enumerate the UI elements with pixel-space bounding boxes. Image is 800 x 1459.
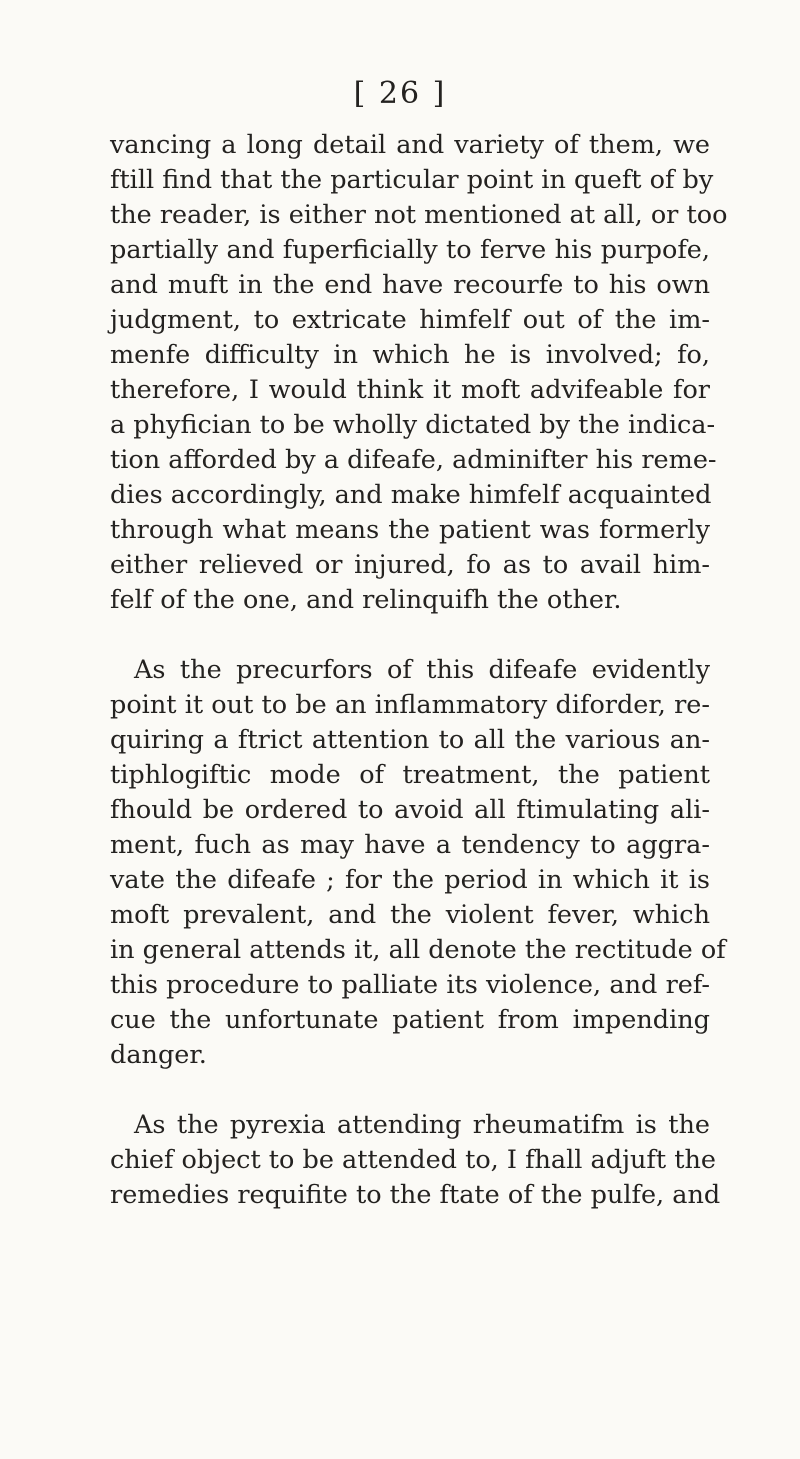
text-line: menfe difficulty in which he is involved; fo, — [110, 340, 710, 370]
text-line: quiring a ftrict attention to all the various an- — [110, 725, 710, 755]
text-line: As the precurfors of this difeafe evidently — [134, 655, 710, 685]
text-line: partially and fuperficially to ferve his purpofe, — [110, 235, 710, 265]
text-line: ftill find that the particular point in queft of by — [110, 165, 714, 195]
text-line: chief object to be attended to, I fhall adjuft the — [110, 1145, 716, 1175]
paragraph-spacer — [110, 618, 710, 653]
text-line: dies accordingly, and make himfelf acquainted — [110, 480, 712, 510]
text-line: either relieved or injured, fo as to avail him- — [110, 550, 710, 580]
text-line: this procedure to palliate its violence, and ref- — [110, 970, 710, 1000]
paragraph-spacer — [110, 1073, 710, 1108]
body-text — [110, 128, 728, 1213]
text-line: therefore, I would think it moft advifeable for — [110, 375, 710, 405]
text-line: felf of the one, and relinquifh the other. — [110, 585, 622, 615]
text-line: and muft in the end have recourfe to his own — [110, 270, 710, 300]
text-line: a phyfician to be wholly dictated by the indica- — [110, 410, 716, 440]
text-line: tiphlogiftic mode of treatment, the patient — [110, 760, 710, 790]
text-line: vancing a long detail and variety of them, we — [110, 130, 710, 160]
text-line: vate the difeafe ; for the period in which it is — [110, 865, 710, 895]
text-line: point it out to be an inflammatory diforder, re- — [110, 690, 710, 720]
paragraph — [110, 128, 728, 618]
text-line: fhould be ordered to avoid all ftimulating ali- — [110, 795, 710, 825]
text-line: cue the unfortunate patient from impending — [110, 1005, 710, 1035]
text-line: in general attends it, all denote the rectitude of — [110, 935, 726, 965]
text-line: through what means the patient was formerly — [110, 515, 710, 545]
text-line: judgment, to extricate himfelf out of the im- — [110, 305, 710, 335]
paragraph — [110, 653, 726, 1073]
text-line: remedies requifite to the ftate of the pulfe, and — [110, 1180, 721, 1210]
text-line: danger. — [110, 1040, 207, 1070]
text-line: ment, fuch as may have a tendency to aggra- — [110, 830, 710, 860]
text-line: tion afforded by a difeafe, adminifter his reme- — [110, 445, 717, 475]
paragraph — [110, 1108, 721, 1213]
text-line: As the pyrexia attending rheumatifm is the — [134, 1110, 710, 1140]
page-number: [ 26 ] — [353, 76, 447, 111]
text-line: moft prevalent, and the violent fever, which — [110, 900, 710, 930]
text-line: the reader, is either not mentioned at all, or too — [110, 200, 728, 230]
